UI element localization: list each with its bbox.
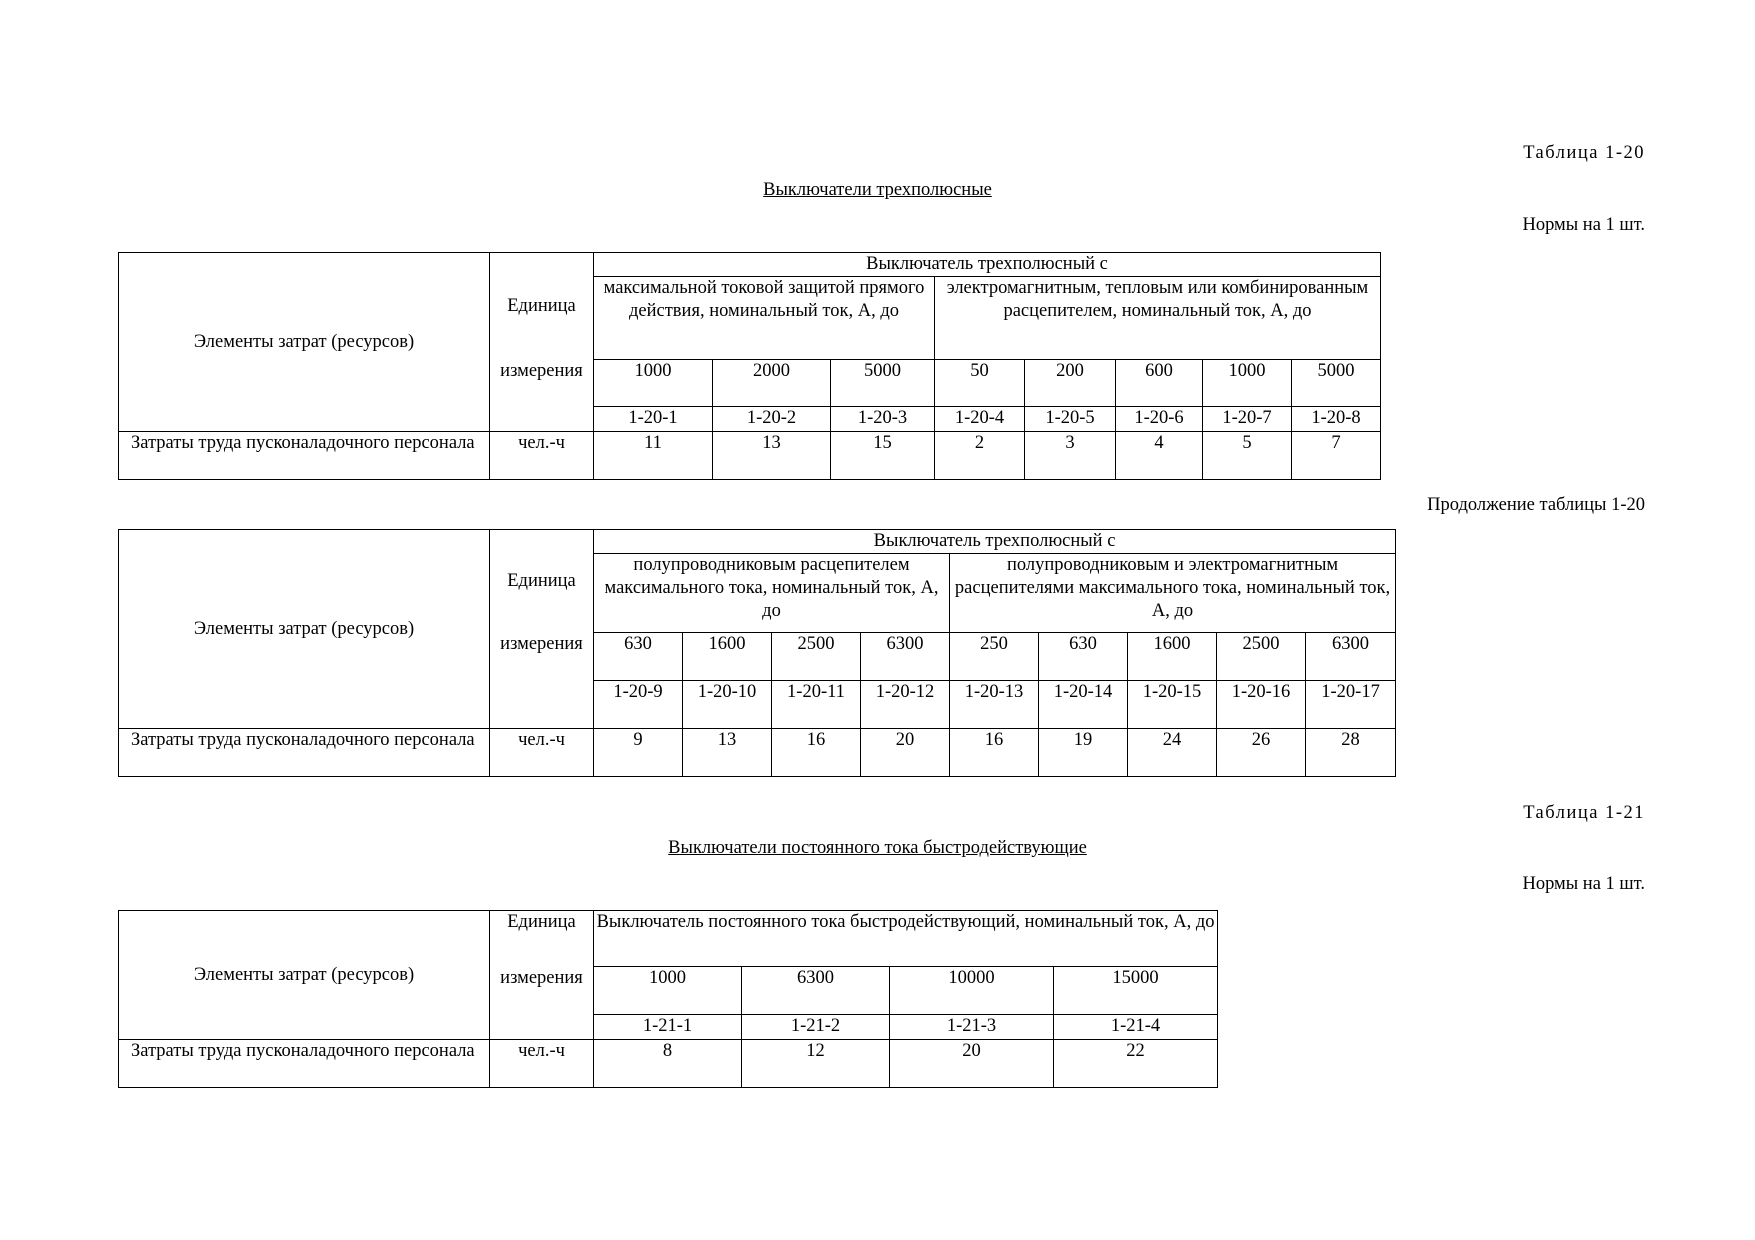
value-cell: 5 — [1203, 432, 1292, 480]
code-cell: 1-20-12 — [861, 681, 950, 729]
code-cell: 1-20-8 — [1292, 407, 1381, 432]
value-cell: 20 — [861, 729, 950, 777]
code-cell: 1-21-1 — [594, 1015, 742, 1040]
current-value: 250 — [950, 633, 1039, 681]
value-cell: 20 — [890, 1040, 1054, 1088]
value-cell: 3 — [1025, 432, 1116, 480]
code-cell: 1-20-14 — [1039, 681, 1128, 729]
code-cell: 1-20-15 — [1128, 681, 1217, 729]
code-cell: 1-20-10 — [683, 681, 772, 729]
value-cell: 24 — [1128, 729, 1217, 777]
current-value: 6300 — [861, 633, 950, 681]
value-cell: 16 — [950, 729, 1039, 777]
current-value: 1600 — [1128, 633, 1217, 681]
code-cell: 1-20-11 — [772, 681, 861, 729]
current-value: 2000 — [713, 360, 831, 407]
value-cell: 15 — [831, 432, 935, 480]
header-unit-bottom: измерения — [490, 633, 594, 729]
current-value: 15000 — [1054, 967, 1218, 1015]
code-cell: 1-21-3 — [890, 1015, 1054, 1040]
current-value: 5000 — [831, 360, 935, 407]
header-elements: Элементы затрат (ресурсов) — [119, 530, 490, 729]
row-label: Затраты труда пусконаладочного персонала — [119, 1040, 490, 1088]
table-caption: Выключатели постоянного тока быстродействующие — [668, 838, 1087, 858]
value-cell: 22 — [1054, 1040, 1218, 1088]
header-unit-top: Единица — [490, 530, 594, 633]
value-cell: 13 — [683, 729, 772, 777]
code-cell: 1-21-2 — [742, 1015, 890, 1040]
table-1-20-continuation — [118, 529, 1396, 777]
code-cell: 1-20-4 — [935, 407, 1025, 432]
value-cell: 16 — [772, 729, 861, 777]
current-value: 1000 — [1203, 360, 1292, 407]
code-cell: 1-20-1 — [594, 407, 713, 432]
header-unit-bottom: измерения — [490, 967, 594, 1040]
header-unit-top: Единица — [490, 911, 594, 967]
table-1-21 — [118, 910, 1218, 1088]
row-unit: чел.-ч — [490, 729, 594, 777]
current-value: 630 — [1039, 633, 1128, 681]
header-group: Выключатель постоянного тока быстродействующий, номинальный ток, А, до — [594, 911, 1218, 967]
value-cell: 12 — [742, 1040, 890, 1088]
code-cell: 1-20-17 — [1306, 681, 1396, 729]
header-subgroup-1: максимальной токовой защитой прямого действия, номинальный ток, А, до — [594, 277, 935, 360]
current-value: 50 — [935, 360, 1025, 407]
value-cell: 28 — [1306, 729, 1396, 777]
value-cell: 19 — [1039, 729, 1128, 777]
current-value: 10000 — [890, 967, 1054, 1015]
table-caption: Выключатели трехполюсные — [763, 180, 992, 200]
value-cell: 26 — [1217, 729, 1306, 777]
norms-label: Нормы на 1 шт. — [1522, 215, 1645, 235]
header-elements: Элементы затрат (ресурсов) — [119, 911, 490, 1040]
header-group: Выключатель трехполюсный с — [594, 530, 1396, 554]
header-subgroup-2: полупроводниковым и электромагнитным расцепителями максимального тока, номинальный ток, А, до — [950, 554, 1396, 633]
current-value: 200 — [1025, 360, 1116, 407]
code-cell: 1-20-2 — [713, 407, 831, 432]
code-cell: 1-20-16 — [1217, 681, 1306, 729]
header-subgroup-1: полупроводниковым расцепителем максимального тока, номинальный ток, А, до — [594, 554, 950, 633]
value-cell: 2 — [935, 432, 1025, 480]
row-label: Затраты труда пусконаладочного персонала — [119, 432, 490, 480]
table-1-20 — [118, 252, 1381, 480]
current-value: 5000 — [1292, 360, 1381, 407]
code-cell: 1-20-3 — [831, 407, 935, 432]
code-cell: 1-20-7 — [1203, 407, 1292, 432]
current-value: 600 — [1116, 360, 1203, 407]
continuation-label: Продолжение таблицы 1-20 — [1427, 495, 1645, 515]
current-value: 2500 — [772, 633, 861, 681]
table-number-label: Таблица 1-21 — [1523, 803, 1645, 823]
value-cell: 8 — [594, 1040, 742, 1088]
code-cell: 1-20-13 — [950, 681, 1039, 729]
code-cell: 1-20-9 — [594, 681, 683, 729]
current-value: 1600 — [683, 633, 772, 681]
norms-label: Нормы на 1 шт. — [1522, 874, 1645, 894]
header-elements: Элементы затрат (ресурсов) — [119, 253, 490, 432]
code-cell: 1-21-4 — [1054, 1015, 1218, 1040]
header-unit-bottom: измерения — [490, 360, 594, 432]
code-cell: 1-20-5 — [1025, 407, 1116, 432]
current-value: 6300 — [1306, 633, 1396, 681]
row-unit: чел.-ч — [490, 1040, 594, 1088]
current-value: 2500 — [1217, 633, 1306, 681]
header-group: Выключатель трехполюсный с — [594, 253, 1381, 277]
header-subgroup-2: электромагнитным, тепловым или комбинированным расцепителем, номинальный ток, А, до — [935, 277, 1381, 360]
code-cell: 1-20-6 — [1116, 407, 1203, 432]
value-cell: 9 — [594, 729, 683, 777]
current-value: 630 — [594, 633, 683, 681]
value-cell: 4 — [1116, 432, 1203, 480]
value-cell: 13 — [713, 432, 831, 480]
value-cell: 11 — [594, 432, 713, 480]
row-unit: чел.-ч — [490, 432, 594, 480]
row-label: Затраты труда пусконаладочного персонала — [119, 729, 490, 777]
current-value: 6300 — [742, 967, 890, 1015]
current-value: 1000 — [594, 360, 713, 407]
value-cell: 7 — [1292, 432, 1381, 480]
current-value: 1000 — [594, 967, 742, 1015]
table-number-label: Таблица 1-20 — [1523, 143, 1645, 163]
header-unit-top: Единица — [490, 253, 594, 360]
